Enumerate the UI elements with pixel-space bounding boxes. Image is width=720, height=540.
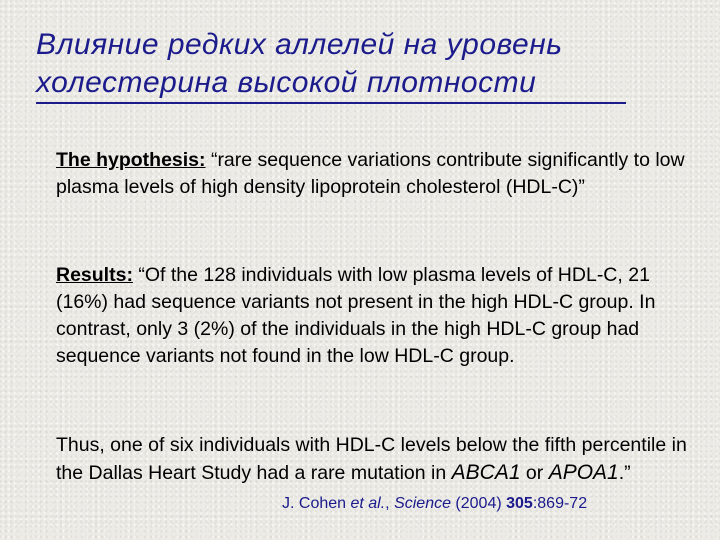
results-text: “Of the 128 individuals with low plasma levels of HDL-C, 21 (16%) had sequence variants not present in the high HDL-C group. In contrast, only 3 (2%) of the individuals in the high HDL-C group had sequence variants not found in the low HDL-C group. xyxy=(56,264,656,367)
citation-journal: Science xyxy=(394,495,451,512)
conclusion-end: .” xyxy=(618,462,631,484)
conclusion-text: Thus, one of six individuals with HDL-C levels below the fifth percentile in the Dallas Heart Study had a rare mutation in xyxy=(56,434,687,484)
results-label: Results: xyxy=(56,264,133,286)
citation-pages: :869-72 xyxy=(532,495,588,512)
title-underline xyxy=(36,102,626,104)
hypothesis-text: “rare sequence variations contribute significantly to low plasma levels of high density lipoprotein cholesterol (HDL-C)” xyxy=(56,149,685,198)
citation-etal: et al. xyxy=(350,495,386,512)
slide-title: Влияние редких аллелей на уровень холестерина высокой плотности xyxy=(36,28,563,99)
citation-year: (2004) xyxy=(450,495,507,512)
citation-volume: 305 xyxy=(506,495,533,512)
conclusion-paragraph xyxy=(56,432,696,487)
citation-authors: J. Cohen xyxy=(282,495,351,512)
citation xyxy=(282,494,587,514)
hypothesis-label: The hypothesis: xyxy=(56,149,206,171)
results-paragraph xyxy=(56,262,696,370)
hypothesis-paragraph xyxy=(56,147,696,201)
gene-abca1: ABCA1 xyxy=(451,461,521,484)
conclusion-joiner: or xyxy=(520,462,549,484)
gene-apoa1: APOA1 xyxy=(548,461,619,484)
citation-separator: , xyxy=(385,495,395,512)
